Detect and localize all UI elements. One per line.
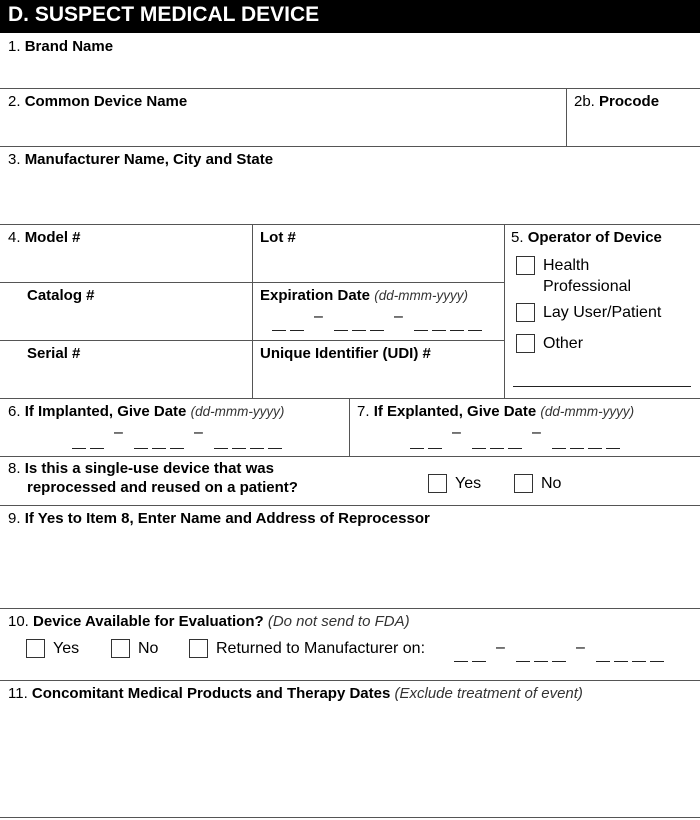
other-label: Other <box>543 335 584 352</box>
date-separator: – <box>452 424 461 441</box>
field-number: 2b. <box>574 93 595 110</box>
available-no-label: No <box>138 640 159 657</box>
implanted-date-label <box>8 403 284 421</box>
divider <box>349 398 350 456</box>
other-checkbox[interactable] <box>516 334 535 353</box>
date-separator: – <box>394 308 403 325</box>
field-number: 7. <box>357 403 370 420</box>
lay-user-checkbox[interactable] <box>516 303 535 322</box>
divider <box>0 817 700 818</box>
divider <box>0 456 700 457</box>
reprocessed-no-checkbox[interactable] <box>514 474 533 493</box>
single-use-question <box>8 460 274 478</box>
divider <box>0 680 700 681</box>
field-label: If Yes to Item 8, Enter Name and Address of Reprocessor <box>24 510 430 527</box>
date-separator: – <box>314 308 323 325</box>
field-label: Operator of Device <box>527 229 662 246</box>
date-separator: – <box>532 424 541 441</box>
field-label: Brand Name <box>24 38 114 55</box>
field-number: 5. <box>511 229 524 246</box>
divider <box>0 608 700 609</box>
lay-user-label: Lay User/Patient <box>543 304 662 321</box>
date-separator: – <box>194 424 203 441</box>
expiration-date-input[interactable] <box>272 308 502 334</box>
field-label: Concomitant Medical Products and Therapy Dates <box>31 685 391 702</box>
hint-text: (Do not send to FDA) <box>267 613 410 630</box>
field-label: Lot # <box>260 229 296 246</box>
health-professional-label: Health <box>543 257 590 274</box>
reprocessed-yes-checkbox[interactable] <box>428 474 447 493</box>
field-number: 8. <box>8 460 21 477</box>
health-professional-label-2: Professional <box>543 278 632 295</box>
field-number: 6. <box>8 403 21 420</box>
serial-label <box>27 345 80 363</box>
divider <box>0 505 700 506</box>
hint-text: (Exclude treatment of event) <box>394 685 583 702</box>
date-format-hint: (dd-mmm-yyyy) <box>540 404 635 419</box>
date-format-hint: (dd-mmm-yyyy) <box>190 404 285 419</box>
other-specify-line[interactable] <box>513 386 691 387</box>
device-available-label <box>8 613 410 631</box>
date-separator: – <box>576 639 585 656</box>
divider <box>0 398 700 399</box>
divider <box>0 146 700 147</box>
single-use-question-line2 <box>27 479 298 497</box>
available-yes-label: Yes <box>53 640 80 657</box>
lot-label <box>260 229 296 247</box>
field-number: 10. <box>8 613 29 630</box>
field-number: 2. <box>8 93 21 110</box>
implanted-date-input[interactable] <box>72 424 302 452</box>
udi-label <box>260 345 431 363</box>
field-label: If Implanted, Give Date <box>24 403 187 420</box>
field-label: Expiration Date <box>260 287 371 304</box>
date-separator: – <box>496 639 505 656</box>
explanted-date-label <box>357 403 634 421</box>
brand-name-label <box>8 38 113 56</box>
returned-to-manufacturer-label: Returned to Manufacturer on: <box>216 640 426 657</box>
procode-label <box>574 93 659 111</box>
model-label <box>8 229 81 247</box>
field-label: Device Available for Evaluation? <box>33 613 264 630</box>
available-yes-checkbox[interactable] <box>26 639 45 658</box>
health-professional-checkbox[interactable] <box>516 256 535 275</box>
date-format-hint: (dd-mmm-yyyy) <box>374 288 468 303</box>
catalog-label <box>27 287 95 305</box>
field-label: Catalog # <box>27 287 95 304</box>
field-label: reprocessed and reused on a patient? <box>27 479 298 496</box>
field-number: 9. <box>8 510 21 527</box>
reprocessed-yes-label: Yes <box>455 475 482 492</box>
explanted-date-input[interactable] <box>410 424 640 452</box>
field-label: Is this a single-use device that was <box>24 460 274 477</box>
field-label: Procode <box>599 93 660 110</box>
expiration-date-label <box>260 287 468 305</box>
date-separator: – <box>114 424 123 441</box>
field-label: Model # <box>24 229 81 246</box>
field-label: If Explanted, Give Date <box>373 403 537 420</box>
field-number: 11. <box>8 685 28 702</box>
divider <box>0 282 504 283</box>
operator-label <box>511 229 662 247</box>
field-label: Serial # <box>27 345 81 362</box>
available-no-checkbox[interactable] <box>111 639 130 658</box>
manufacturer-label <box>8 151 273 169</box>
divider <box>504 224 505 398</box>
divider <box>0 88 700 89</box>
reprocessor-label <box>8 510 430 528</box>
divider <box>0 340 504 341</box>
reprocessed-no-label: No <box>541 475 562 492</box>
concomitant-products-label <box>8 685 583 703</box>
returned-to-manufacturer-checkbox[interactable] <box>189 639 208 658</box>
returned-date-input[interactable] <box>454 639 684 665</box>
divider <box>252 224 253 398</box>
section-header: D. SUSPECT MEDICAL DEVICE <box>0 0 700 33</box>
field-label: Unique Identifier (UDI) # <box>260 345 431 362</box>
divider <box>0 224 700 225</box>
field-number: 1. <box>8 38 21 55</box>
field-label: Common Device Name <box>24 93 188 110</box>
field-label: Manufacturer Name, City and State <box>24 151 274 168</box>
field-number: 4. <box>8 229 21 246</box>
common-device-name-label <box>8 93 187 111</box>
field-number: 3. <box>8 151 21 168</box>
divider <box>566 88 567 146</box>
